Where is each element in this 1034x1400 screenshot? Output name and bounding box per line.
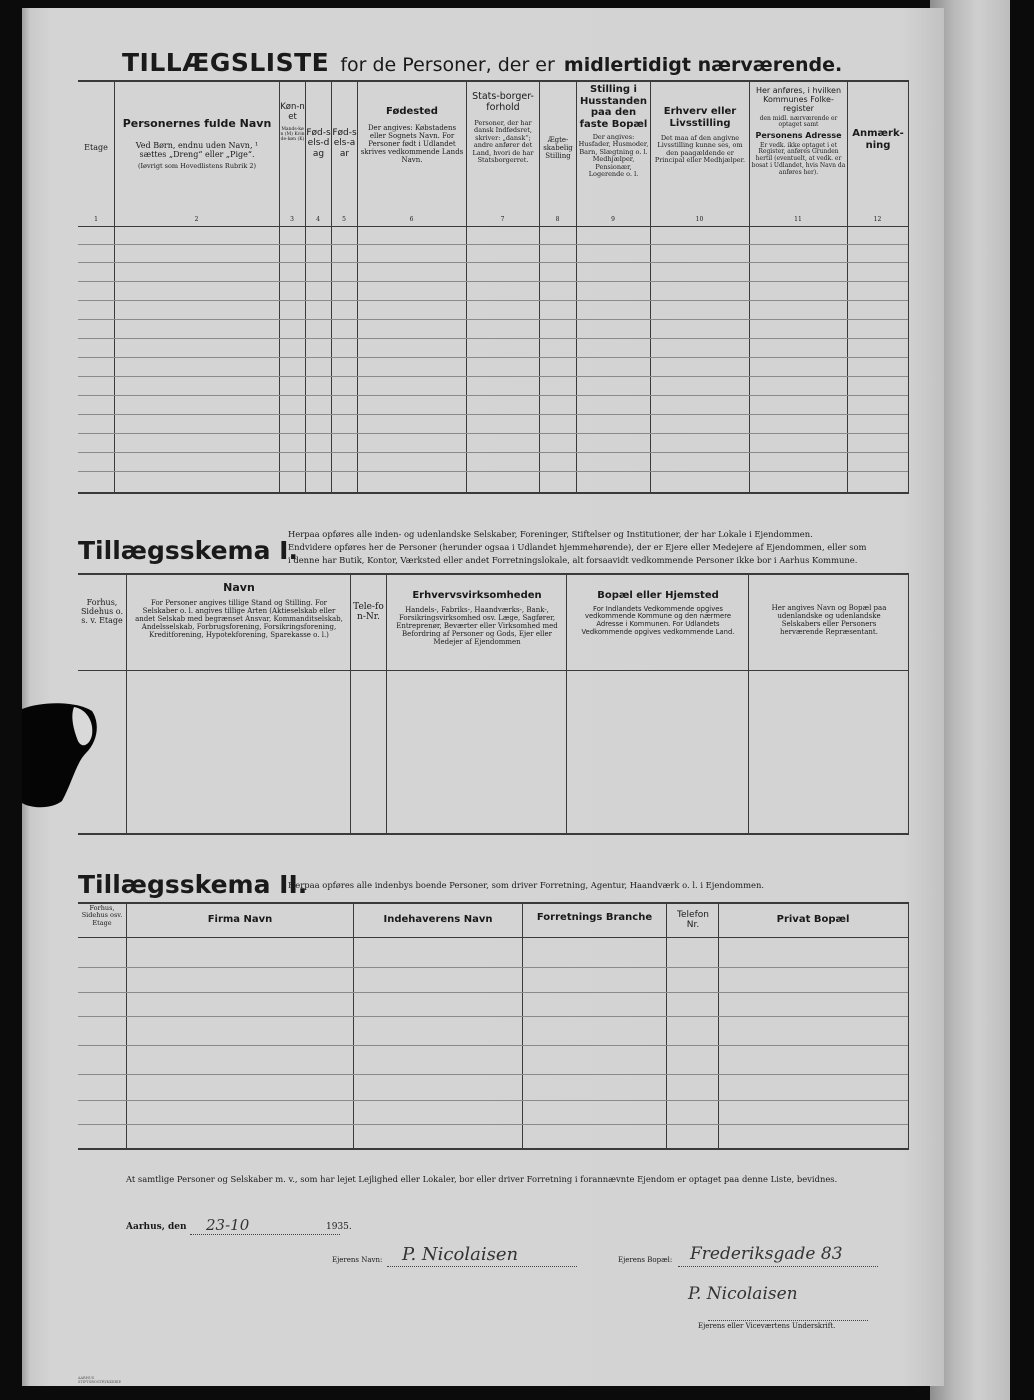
owner-address-line — [618, 1244, 918, 1268]
colnum-1: 1 — [94, 216, 98, 223]
colnum-7: 7 — [500, 216, 505, 223]
header-etage: Etage — [84, 143, 108, 152]
skema1-title: Tillægsskema I. — [78, 536, 298, 565]
owner-name-line — [332, 1244, 612, 1268]
header-fodselsaar: Fød-sels-aar — [332, 128, 357, 159]
skema1-col-repraesentant: Her angives Navn og Bopæl paa udenlandske og udenlandske Selskabers eller Personers herværende Repræsentant. — [771, 604, 887, 637]
skema1-col-bopael: Bopæl eller Hjemsted For Indlandets Vedkommende opgives vedkommende Kommune og den nærmere Adresse i Kommunen. For Udlandets Vedkommende opgives vedkommende Land. — [581, 590, 735, 636]
skema1-col-etage: Forhus, Sidehus o. s. v. Etage — [80, 598, 124, 626]
title-word: TILLÆGSLISTE — [122, 48, 330, 77]
header-konnet: Køn-net Mands-køn (M) Kvinde-køn (K) — [280, 102, 305, 142]
title-rest: for de Personer, der er — [340, 54, 555, 76]
signature-block — [668, 1284, 928, 1334]
owner-address-label: Ejerens Bopæl: — [618, 1256, 673, 1264]
skema2-title: Tillægsskema II. — [78, 870, 308, 899]
skema1-intro: Herpaa opføres alle inden- og udenlandske Selskaber, Foreninger, Stiftelser og Institutioner, der har Lokale i Ejendommen. Endvidere opføres her de Personer (herunder ogsaa i Udlandet hjemmehørende), der er Ejere eller Medejere af Ejendommen, eller som i denne har Butik, Kontor, Værksted eller andet Forretningslokale, alt forsaavidt vedkommende Personer ikke bor i Aarhus Kommune. — [288, 529, 867, 565]
skema1-col-navn: Navn For Personer angives tillige Stand og Stilling. For Selskaber o. l. angives tillige Arten (Aktieselskab eller andet Selskab med begrænset Ansvar, Kommanditselskab, Andelsselskab, Forbrugsforening, Forsikringsforening, Kreditforening, Hypotekforening, Sparekasse o. l.) — [135, 581, 343, 639]
place-date-line — [126, 1216, 386, 1236]
title-bold: midlertidigt nærværende. — [563, 54, 843, 76]
header-stilling: Stilling i Husstanden paa den faste Bopæl Der angives: Husfader, Husmoder, Barn, Slægtning o. l. Medhjælper, Pensionær, Logerende o. l. — [578, 84, 649, 179]
header-fodselsdag: Fød-sels-dag — [306, 128, 331, 159]
skema2-col-branche: Forretnings Branche — [536, 912, 653, 923]
printer-mark: AARHUS STIFTSBOGTRYKKERIE — [78, 1376, 122, 1384]
header-erhverv: Erhverv eller Livsstilling Det maa af den angivne Livsstilling kunne ses, om den paagældende er Principal eller Medhjælper. — [654, 106, 746, 165]
colnum-8: 8 — [555, 216, 560, 223]
colnum-10: 10 — [695, 216, 704, 223]
colnum-4: 4 — [316, 216, 320, 223]
skema2-col-firma: Firma Navn — [207, 914, 273, 925]
header-navn: Personernes fulde Navn Ved Børn, endnu uden Navn, ¹ sættes „Dreng“ eller „Pige“. (Iøvrigt som Hovedlistens Rubrik 2) — [122, 117, 272, 171]
owner-name-handwritten: P. Nicolaisen — [402, 1244, 519, 1265]
place-label: Aarhus, den — [126, 1222, 187, 1232]
header-folkeregister: Her anføres, i hvilken Kommunes Folke-register den midl. nærværende er optaget samt Personens Adresse Er vedk. ikke optaget i et Register, anføres Grunden hertil (eventuelt, at vedk. er bosat i Udlandet, hvis Navn da anføres her). — [751, 86, 846, 177]
binding-clip — [22, 701, 100, 811]
date-handwritten: 23-10 — [206, 1216, 250, 1234]
colnum-12: 12 — [873, 216, 882, 223]
signature-handwritten: P. Nicolaisen — [688, 1284, 798, 1304]
attestation-text: At samtlige Personer og Selskaber m. v., som har lejet Lejlighed eller Lokaler, bor eller driver Forretning i forannævnte Ejendom er optaget paa denne Liste, bevidnes. — [126, 1174, 838, 1184]
colnum-2: 2 — [194, 216, 199, 223]
colnum-6: 6 — [409, 216, 414, 223]
page-title — [122, 48, 922, 77]
skema2-col-etage: Forhus, Sidehus osv. Etage — [81, 904, 123, 927]
header-aegteskabelig: Ægte-skabelig Stilling — [543, 136, 573, 161]
year-label: 1935. — [326, 1222, 352, 1232]
header-statsborger: Stats-borger-forhold Personer, der har dansk Indfødsret, skriver: „dansk“; andre anfører det Land, hvori de har Statsborgerret. — [472, 91, 534, 165]
skema2-col-bopael: Privat Bopæl — [776, 914, 850, 925]
header-fodested: Fødested Der angives: Købstadens eller Sognets Navn. For Personer født i Udlandet skrives vedkommende Lands Navn. — [360, 106, 464, 164]
colnum-9: 9 — [611, 216, 615, 223]
skema2-intro: Herpaa opføres alle indenbys boende Personer, som driver Forretning, Agentur, Haandværk o. l. i Ejendommen. — [288, 880, 765, 890]
skema2-col-telefon: Telefon Nr. — [677, 910, 709, 931]
owner-address-handwritten: Frederiksgade 83 — [690, 1244, 843, 1264]
skema1-col-telefon: Tele-fon-Nr. — [353, 602, 384, 623]
owner-name-label: Ejerens Navn: — [332, 1256, 383, 1264]
colnum-11: 11 — [794, 216, 802, 223]
census-form-page — [22, 8, 944, 1386]
skema1-col-erhverv: Erhvervsvirksomheden Handels-, Fabriks-, Haandværks-, Bank-, Forsikringsvirksomhed osv. Læge, Sagfører, Entreprenør, Beværter eller Virksomhed med Befordring af Personer og Gods, Ejer eller Medejer af Ejendommen — [396, 590, 558, 646]
colnum-3: 3 — [290, 216, 294, 223]
colnum-5: 5 — [342, 216, 346, 223]
header-anmaerkning: Anmærk-ning — [852, 128, 904, 151]
signature-label: Ejerens eller Viceværtens Underskrift. — [698, 1322, 836, 1330]
skema2-col-indehaver: Indehaverens Navn — [383, 914, 493, 925]
